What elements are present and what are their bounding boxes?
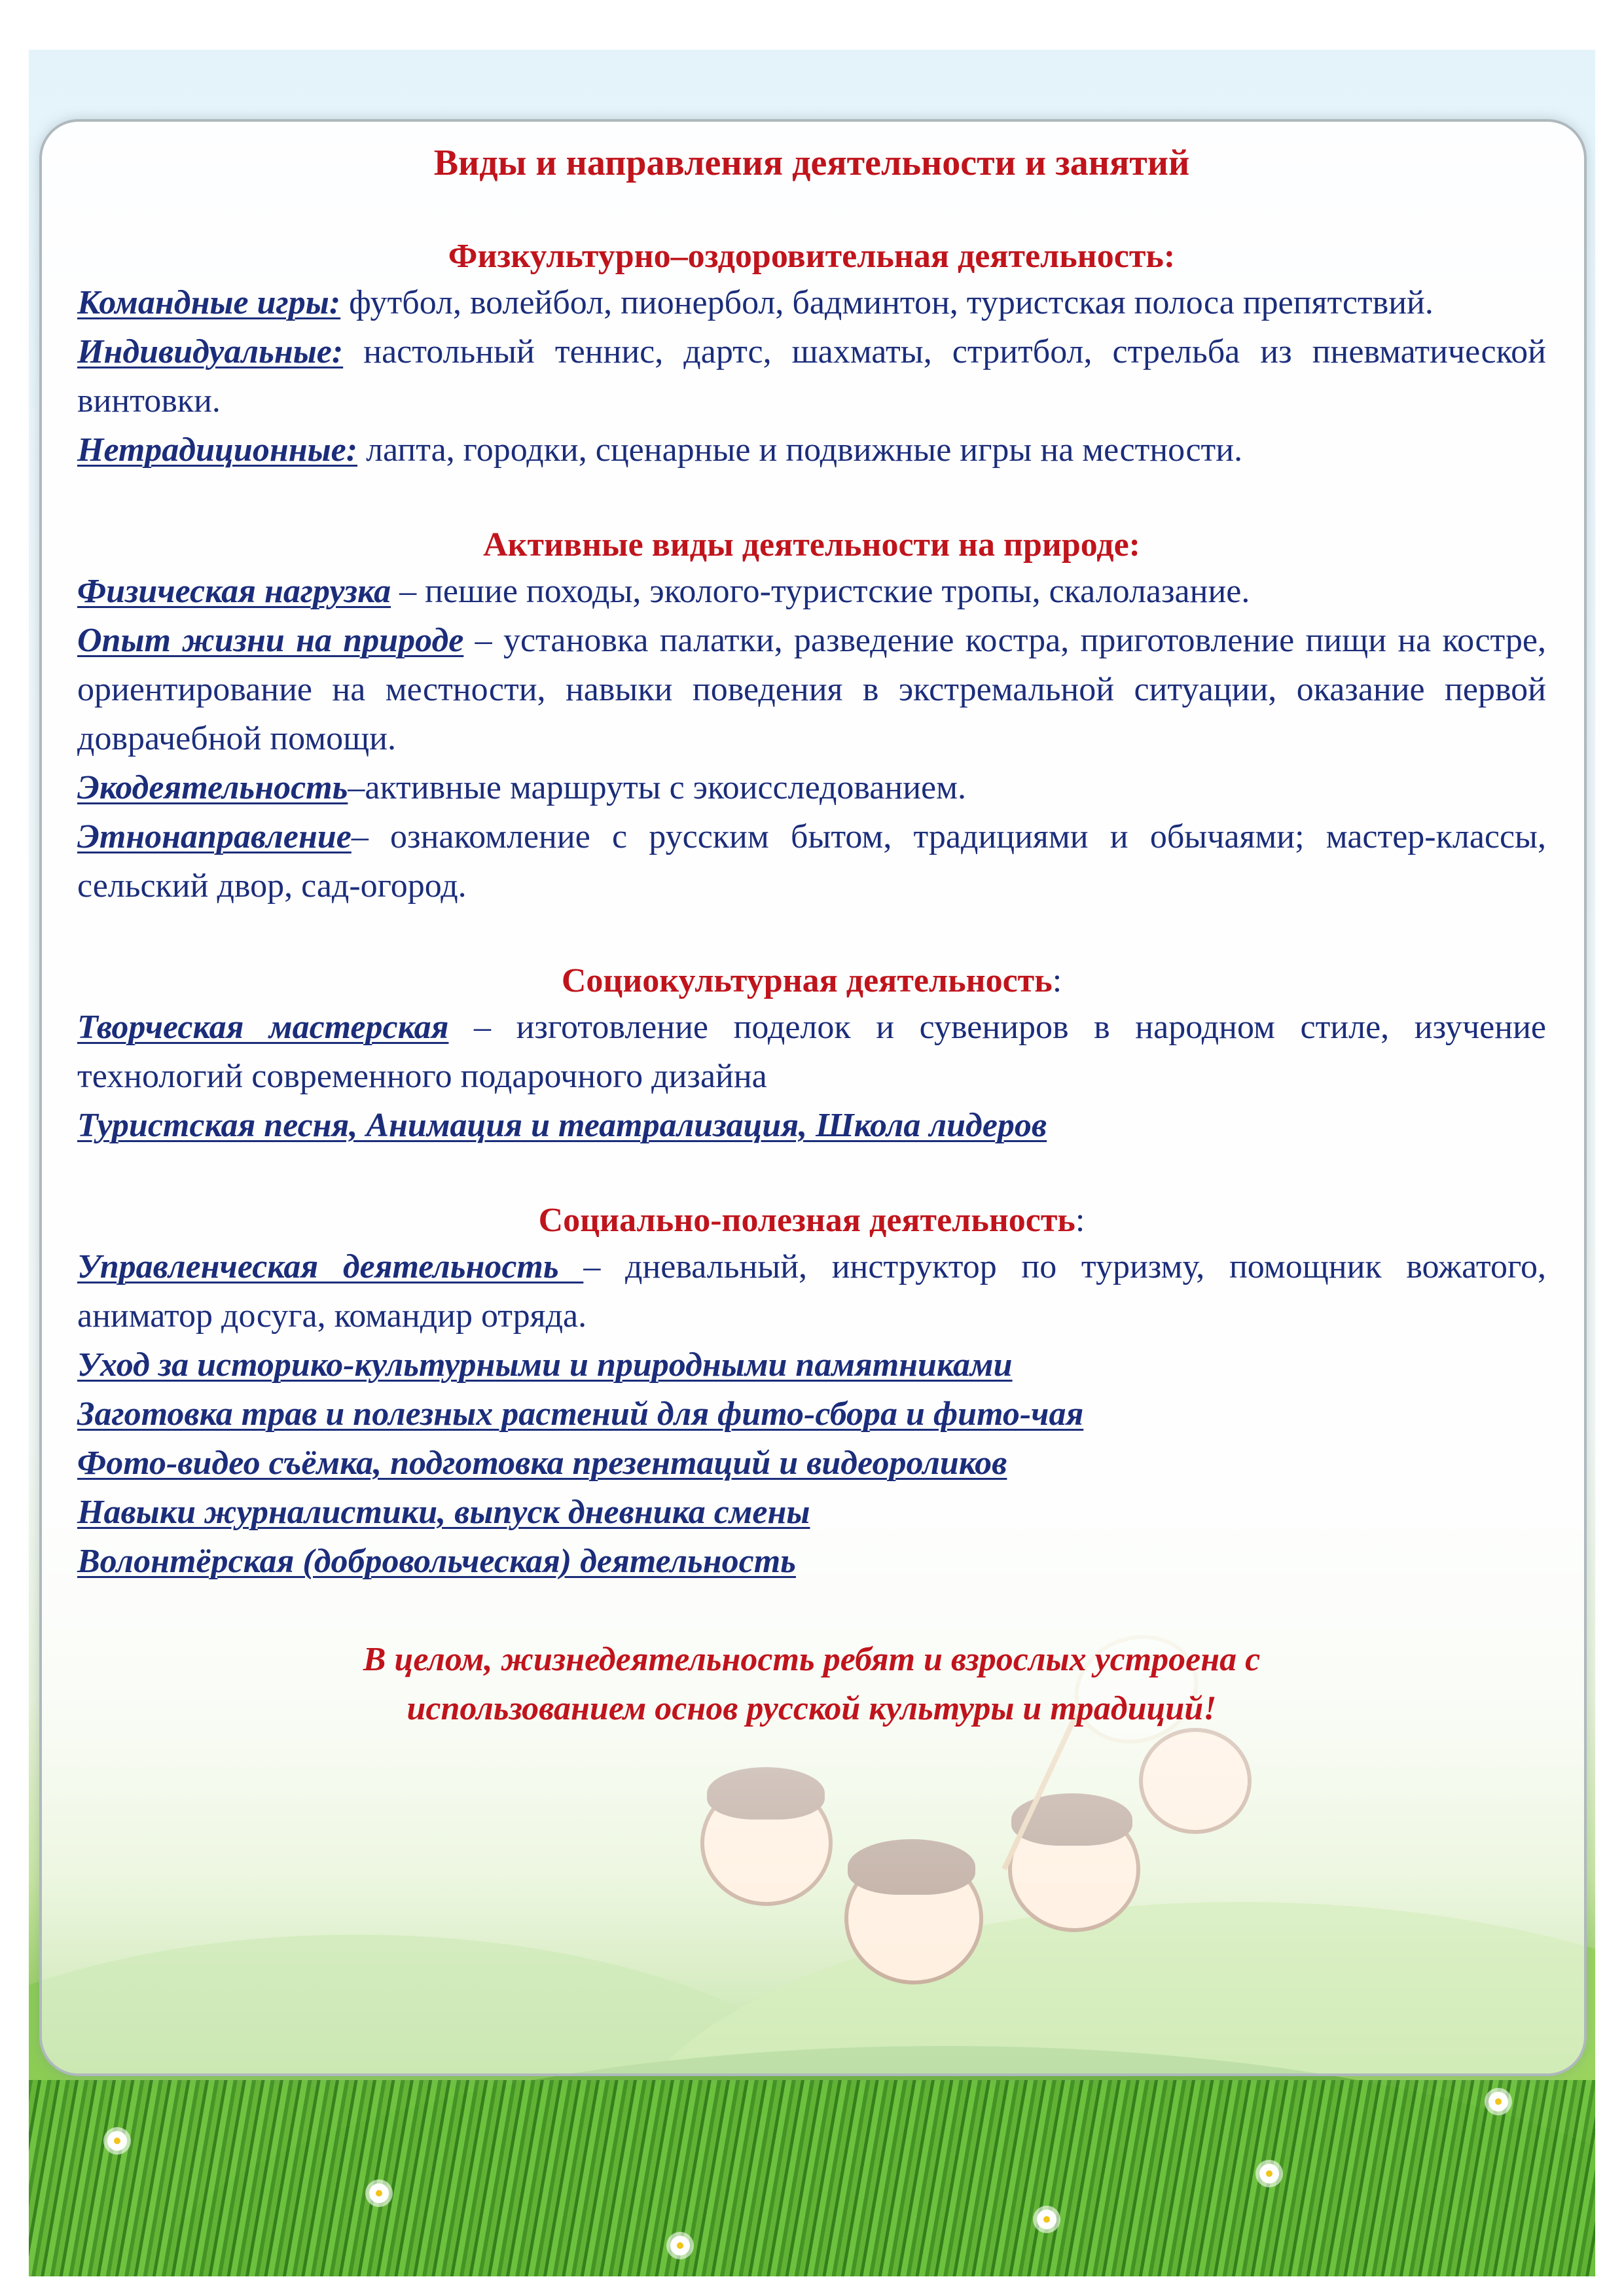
closing-line: В целом, жизнедеятельность ребят и взрослых устроена с — [363, 1641, 1261, 1678]
activity-link-line: Заготовка трав и полезных растений для фито-сбора и фито-чая — [77, 1395, 1084, 1433]
activity-link-line: Волонтёрская (добровольческая) деятельность — [77, 1543, 796, 1580]
flower-icon — [1489, 2092, 1508, 2111]
activity-link-line: Навыки журналистики, выпуск дневника смены — [77, 1494, 810, 1531]
section-heading-text: Социокультурная деятельность — [561, 962, 1053, 999]
activity-description: – дневальный, инструктор по туризму, помощник вожатого, аниматор досуга, командир отряда. — [77, 1248, 1546, 1335]
activity-term: Нетрадиционные: — [77, 431, 358, 469]
section-heading-useful — [77, 1199, 1546, 1242]
section-heading-fitness: Физкультурно–оздоровительная деятельность: — [448, 238, 1176, 275]
activity-term: Физическая нагрузка — [77, 573, 391, 610]
content — [77, 140, 1546, 1733]
spacer — [77, 475, 1546, 524]
activity-term: Этнонаправление — [77, 818, 352, 855]
activity-term: Индивидуальные: — [77, 333, 344, 370]
activity-term: Опыт жизни на природе — [77, 622, 464, 659]
activity-term: Управленческая деятельность — [77, 1248, 584, 1285]
activity-item — [77, 567, 1546, 616]
activity-link-line: Фото-видео съёмка, подготовка презентаций и видеороликов — [77, 1444, 1007, 1482]
activity-link-line: Туристская песня, Анимация и театрализация, Школа лидеров — [77, 1107, 1047, 1144]
activity-item — [77, 812, 1546, 910]
activity-description: – изготовление поделок и сувениров в народном стиле, изучение технологий современного подарочного дизайна — [77, 1009, 1546, 1095]
spacer — [77, 1586, 1546, 1635]
section-heading-nature: Активные виды деятельности на природе: — [483, 526, 1140, 564]
activity-item — [77, 327, 1546, 425]
flower-icon — [670, 2236, 690, 2255]
activity-description: – пешие походы, эколого-туристские тропы, скалолазание. — [391, 573, 1250, 610]
flower-icon — [107, 2131, 127, 2151]
section-heading-colon: : — [1052, 962, 1062, 999]
closing-line: использованием основ русской культуры и традиций! — [406, 1690, 1217, 1727]
activity-term: Экодеятельность — [77, 769, 348, 806]
activity-term: Творческая мастерская — [77, 1009, 449, 1046]
activity-item — [77, 763, 1546, 812]
activity-description: футбол, волейбол, пионербол, бадминтон, туристская полоса препятствий. — [340, 284, 1434, 321]
section-heading-text: Социально-полезная деятельность — [538, 1202, 1075, 1239]
flower-icon — [1259, 2164, 1279, 2183]
activity-link-line: Уход за историко-культурными и природными памятниками — [77, 1346, 1013, 1384]
activity-description: – ознакомление с русским бытом, традициями и обычаями; мастер-классы, сельский двор, сад-огород. — [77, 818, 1546, 905]
activity-description: лапта, городки, сценарные и подвижные игры на местности. — [357, 431, 1243, 469]
activity-description: –активные маршруты с экоисследованием. — [348, 769, 967, 806]
activity-item — [77, 425, 1546, 475]
activity-description: настольный теннис, дартс, шахматы, стритбол, стрельба из пневматической винтовки. — [77, 333, 1546, 420]
section-heading-colon: : — [1075, 1202, 1085, 1239]
spacer — [77, 910, 1546, 960]
spacer — [77, 1150, 1546, 1199]
spacer — [77, 186, 1546, 235]
activity-description: – установка палатки, разведение костра, приготовление пищи на костре, ориентирование на местности, навыки поведения в экстремальной ситуации, оказание первой доврачебной помощи. — [77, 622, 1546, 757]
flower-icon — [1037, 2210, 1056, 2229]
section-heading-sociocultural — [77, 960, 1546, 1003]
grass-decoration — [29, 2080, 1595, 2276]
activity-item — [77, 616, 1546, 763]
activity-item — [77, 1242, 1546, 1340]
flower-icon — [369, 2183, 389, 2203]
activity-item — [77, 278, 1546, 327]
activity-term: Командные игры: — [77, 284, 341, 321]
page-title: Виды и направления деятельности и занятий — [433, 143, 1190, 183]
activity-item — [77, 1003, 1546, 1101]
